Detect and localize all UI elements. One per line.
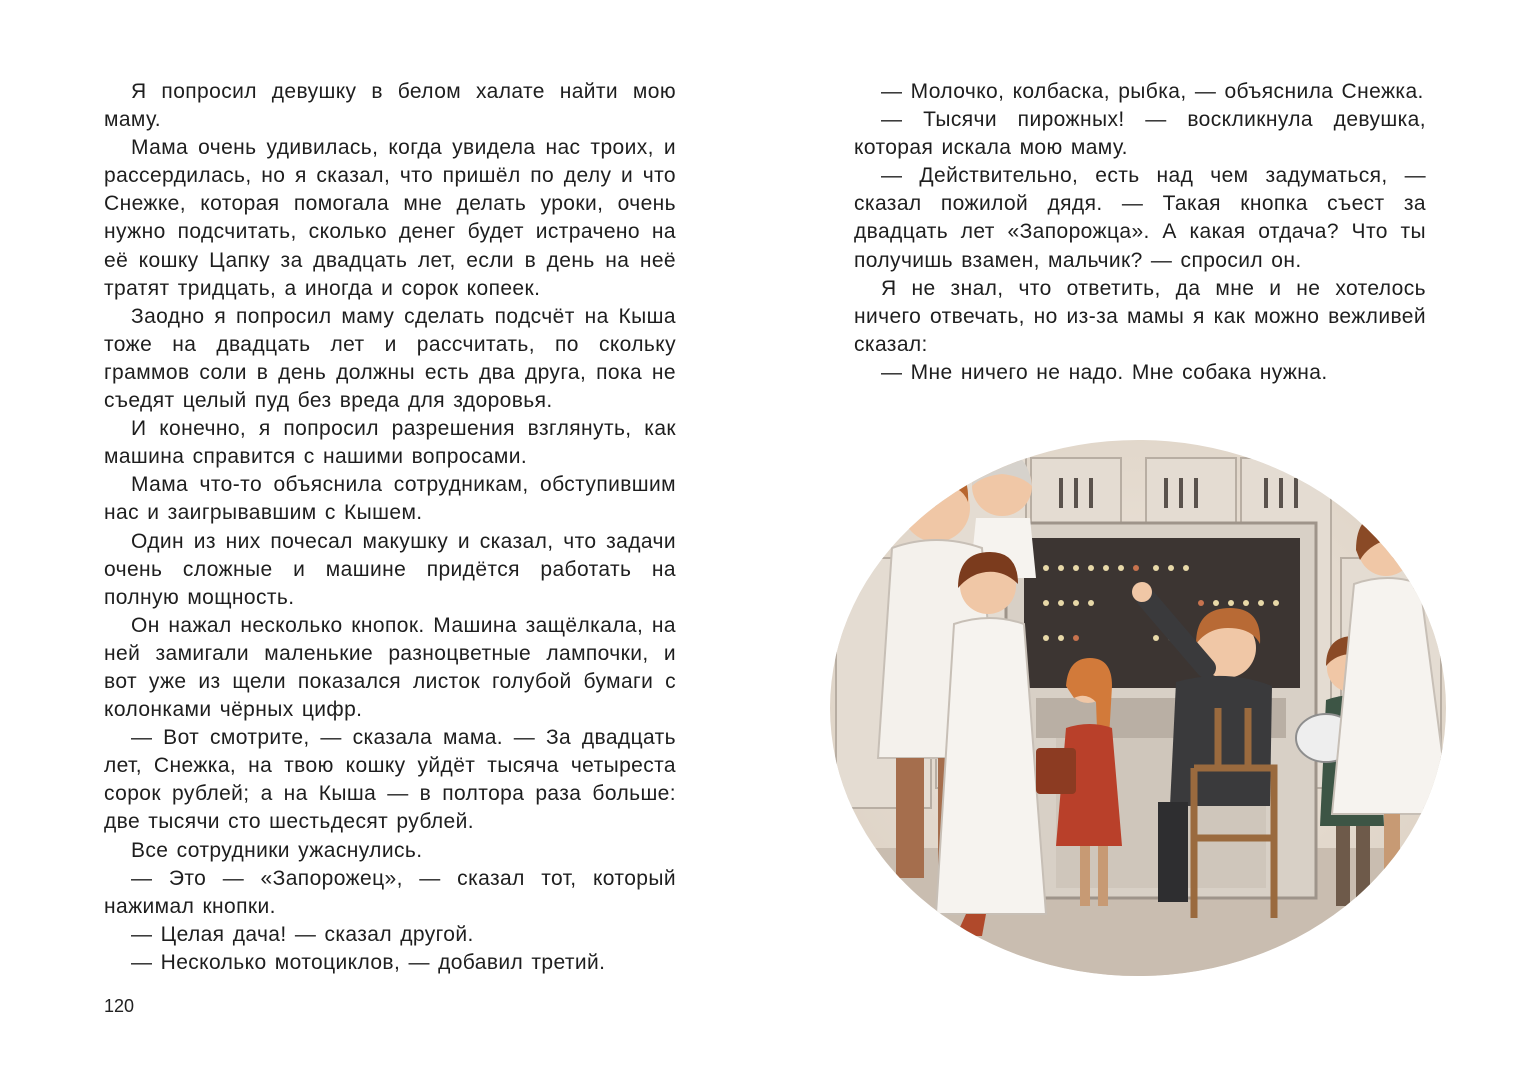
- paragraph: И конечно, я попросил разрешения взглянуть, как машина справится с нашими вопросами.: [104, 417, 676, 469]
- paragraph: Я не знал, что ответить, да мне и не хотелось ничего отвечать, но из-за мамы я как можно вежливей сказал:: [854, 276, 1426, 356]
- paragraph: Все сотрудники ужаснулись.: [131, 838, 423, 862]
- right-page-text: [854, 78, 1426, 387]
- paragraph: Один из них почесал макушку и сказал, что задачи очень сложные и машине придётся работать на полную мощность.: [104, 529, 676, 609]
- paragraph: Он нажал несколько кнопок. Машина защёлкала, на ней замигали маленькие разноцветные лампочки, и вот уже из щели показался листок голубой бумаги с колонками чёрных цифр.: [104, 613, 676, 722]
- paragraph: — Тысячи пирожных! — воскликнула девушка, которая искала мою маму.: [854, 108, 1426, 160]
- paragraph: — Целая дача! — сказал другой.: [131, 922, 474, 946]
- paragraph: Я попросил девушку в белом халате найти мою маму.: [104, 80, 676, 132]
- paragraph: — Молочко, колбаска, рыбка, — объяснила Снежка.: [881, 80, 1424, 103]
- paragraph: — Действительно, есть над чем задуматься, — сказал пожилой дядя. — Такая кнопка съест за двадцать лет «Запорожца». А какая отдача? Что ты получишь взамен, мальчик? — спросил он.: [854, 164, 1426, 272]
- paragraph: — Мне ничего не надо. Мне собака нужна.: [881, 360, 1328, 384]
- left-page-text: [104, 78, 676, 977]
- computer-room-illustration: [826, 438, 1450, 978]
- paragraph: Мама что-то объяснила сотрудникам, обступившим нас и заигрывавшим с Кышем.: [104, 473, 676, 525]
- page-number: 120: [104, 996, 135, 1016]
- paragraph: — Несколько мотоциклов, — добавил третий.: [131, 950, 606, 974]
- paragraph: Мама очень удивилась, когда увидела нас троих, и рассердилась, но я сказал, что пришёл по делу и что Снежке, которая помогала мне делать уроки, очень нужно подсчитать, сколько денег будет истрачено на её кошку Цапку за двадцать лет, если в день на неё тратят тридцать, а иногда и сорок копеек.: [104, 136, 676, 300]
- paragraph: — Это — «Запорожец», — сказал тот, который нажимал кнопки.: [104, 866, 676, 918]
- paragraph: — Вот смотрите, — сказала мама. — За двадцать лет, Снежка, на твою кошку уйдёт тысяча четыреста сорок рублей; а на Кыша — в полтора раза больше: две тысячи сто шестьдесят рублей.: [104, 726, 676, 834]
- paragraph: Заодно я попросил маму сделать подсчёт на Кыша тоже на двадцать лет и рассчитать, по скольку граммов соли в день должны есть два друга, пока не съедят целый пуд без вреда для здоровья.: [104, 304, 676, 413]
